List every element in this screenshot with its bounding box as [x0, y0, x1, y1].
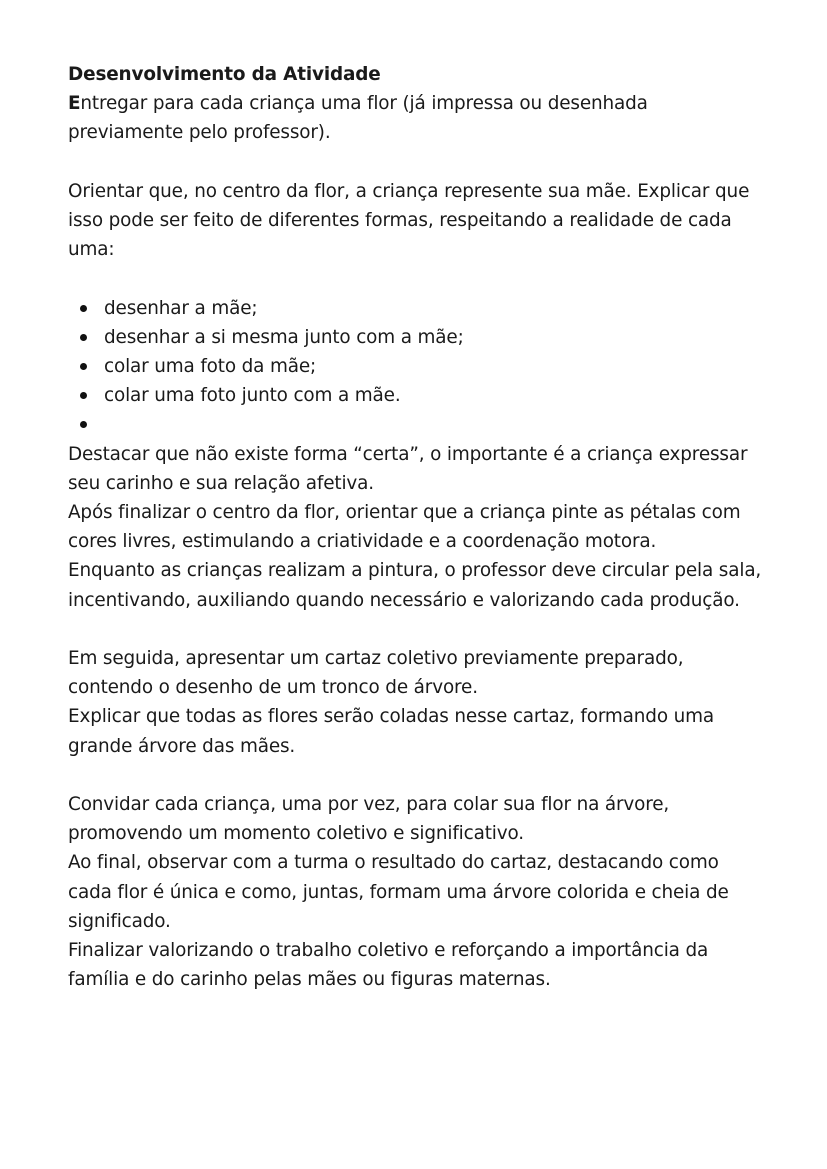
petals-paragraph: Após finalizar o centro da flor, orientar que a criança pinte as pétalas com cores livres, estimulando a criatividade e a coordenação motora. — [68, 501, 741, 553]
list-item: desenhar a si mesma junto com a mãe; — [68, 323, 768, 352]
list-item-empty — [68, 410, 768, 439]
glue-paragraph: Explicar que todas as flores serão coladas nesse cartaz, formando uma grande árvore das mães. — [68, 706, 715, 757]
options-list — [68, 294, 768, 440]
section-title: Desenvolvimento da Atividade — [68, 64, 381, 85]
certa-paragraph: Destacar que não existe forma “certa”, o importante é a criança expressar seu carinho e sua relação afetiva. — [68, 443, 748, 494]
poster-paragraph: Em seguida, apresentar um cartaz coletivo previamente preparado, contendo o desenho de um tronco de árvore. — [68, 647, 684, 699]
list-item: colar uma foto da mãe; — [68, 352, 768, 381]
spacer — [68, 148, 768, 177]
finalize-paragraph: Finalizar valorizando o trabalho coletivo e reforçando a importância da família e do carinho pelas mães ou figuras maternas. — [68, 939, 709, 991]
list-item: desenhar a mãe; — [68, 294, 768, 323]
circulate-paragraph: Enquanto as crianças realizam a pintura, o professor deve circular pela sala, incentivando, auxiliando quando necessário e valorizando cada produção. — [68, 560, 762, 611]
center-paragraph: Orientar que, no centro da flor, a criança represente sua mãe. Explicar que isso pode ser feito de diferentes formas, respeitando a realidade de cada uma: — [68, 180, 750, 261]
invite-paragraph: Convidar cada criança, uma por vez, para colar sua flor na árvore, promovendo um momento coletivo e significativo. — [68, 793, 670, 845]
intro-first-letter: E — [68, 93, 81, 115]
intro-text: ntregar para cada criança uma flor (já impressa ou desenhada previamente pelo professor). — [68, 93, 648, 144]
document-page — [68, 60, 768, 994]
spacer — [68, 615, 768, 644]
spacer — [68, 761, 768, 790]
list-item: colar uma foto junto com a mãe. — [68, 381, 768, 410]
observe-paragraph: Ao final, observar com a turma o resultado do cartaz, destacando como cada flor é única e como, juntas, formam uma árvore colorida e cheia de significado. — [68, 852, 729, 932]
intro-paragraph — [68, 89, 768, 147]
spacer — [68, 264, 768, 293]
